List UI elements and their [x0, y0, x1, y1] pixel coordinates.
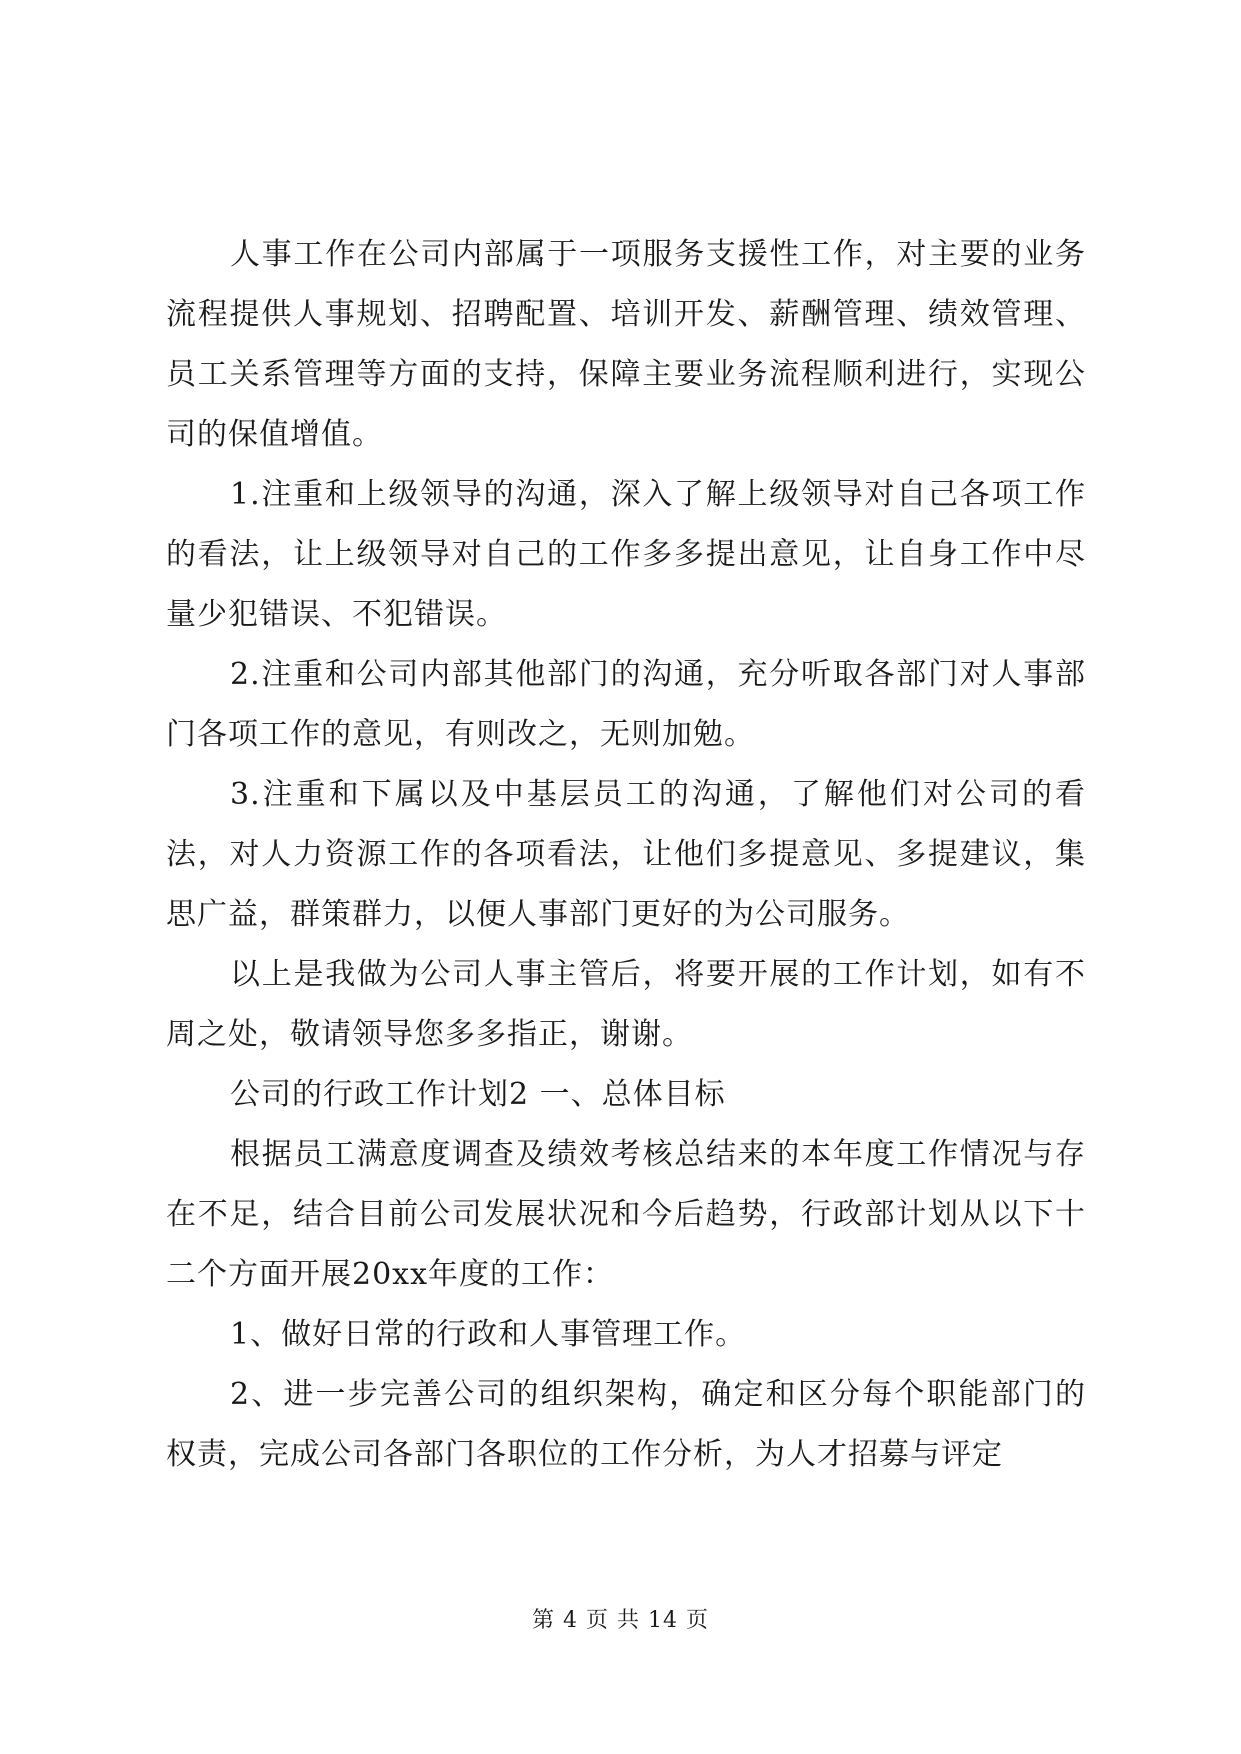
paragraph-intro: 人事工作在公司内部属于一项服务支援性工作，对主要的业务流程提供人事规划、招聘配置、培训开发、薪酬管理、绩效管理、员工关系管理等方面的支持，保障主要业务流程顺利进行，实现公司的保值增值。	[166, 237, 1086, 452]
page-number-footer: 第 4 页 共 14 页	[532, 1608, 709, 1633]
paragraph-item-2: 2.注重和公司内部其他部门的沟通，充分听取各部门对人事部门各项工作的意见，有则改之，无则加勉。	[166, 657, 1086, 752]
paragraph-closing: 以上是我做为公司人事主管后，将要开展的工作计划，如有不周之处，敬请领导您多多指正，谢谢。	[166, 957, 1086, 1052]
paragraph-item-1: 1.注重和上级领导的沟通，深入了解上级领导对自己各项工作的看法，让上级领导对自己的工作多多提出意见，让自身工作中尽量少犯错误、不犯错误。	[166, 477, 1086, 632]
section-heading: 公司的行政工作计划2 一、总体目标	[230, 1077, 726, 1112]
paragraph-item-3: 3.注重和下属以及中基层员工的沟通，了解他们对公司的看法，对人力资源工作的各项看法，让他们多提意见、多提建议，集思广益，群策群力，以便人事部门更好的为公司服务。	[166, 777, 1086, 932]
paragraph-task-1: 1、做好日常的行政和人事管理工作。	[230, 1317, 747, 1352]
paragraph-overview: 根据员工满意度调查及绩效考核总结来的本年度工作情况与存在不足，结合目前公司发展状况和今后趋势，行政部计划从以下十二个方面开展20xx年度的工作：	[166, 1137, 1086, 1292]
paragraph-task-2: 2、进一步完善公司的组织架构，确定和区分每个职能部门的权责，完成公司各部门各职位的工作分析，为人才招募与评定	[166, 1377, 1086, 1472]
document-body	[166, 225, 1086, 1485]
